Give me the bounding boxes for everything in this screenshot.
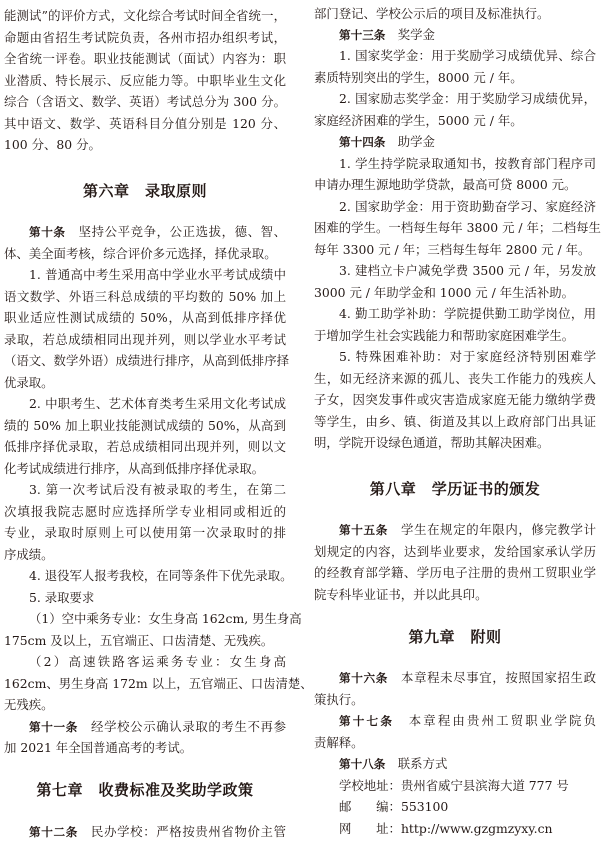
paragraph-line: 100 分、80 分。 (4, 137, 101, 152)
item-5-line: 5. 录取要求 (29, 589, 95, 605)
requirement-2-line: 无残疾。 (4, 697, 54, 712)
item-3-line: 3. 第一次考试后没有被录取的考生，在第二 (29, 482, 286, 497)
grant-4-line: 4. 勤工助学补助：学院提供勤工助学岗位，用 (339, 306, 596, 321)
article-15-line: 第十五条 学生在规定的年限内，修完教学计 (339, 522, 596, 537)
article-18-label: 第十八条 (339, 757, 386, 771)
article-10-line: 第十条 坚持公平竞争，公正选拔，德、智、 (29, 224, 286, 239)
grant-4-line: 于增加学生社会实践能力和帮助家庭困难学生。 (314, 327, 575, 343)
article-16-line: 策执行。 (314, 691, 364, 707)
website: 网 址：http://www.gzgmzyxy.cn (339, 820, 553, 836)
article-17-line: 责解释。 (314, 734, 364, 750)
item-2-line: 低排序择优录取，若总成绩相同出现并列，则以文 (4, 439, 286, 454)
requirement-1-line: （1）空中乘务专业：女生身高 162cm, 男生身高 (29, 611, 302, 626)
item-3-line: 序成绩。 (4, 546, 54, 562)
item-3-line: 专业，录取时原则上可以使用第一次录取时的排 (4, 525, 286, 540)
item-2-line: 绩的 50% 加上职业技能测试成绩的 50%，从高到 (4, 417, 286, 433)
item-1-line: 1. 普通高中考生采用高中学业水平考试成绩中 (29, 267, 286, 282)
item-1-line: 职业适应性测试成绩的 50%，从高到低排序择优 (4, 310, 286, 325)
scholarship-1-line: 素质特别突出的学生，8000 元 / 年。 (314, 69, 523, 85)
article-15-line: 的经教育部学籍、学历电子注册的贵州工贸职业学 (314, 565, 596, 580)
scholarship-2-line: 家庭经济困难的学生，5000 元 / 年。 (314, 112, 523, 128)
article-12-label: 第十二条 (29, 825, 78, 839)
grant-3-line: 3. 建档立卡户减免学费 3500 元 / 年，另发放 (339, 263, 596, 278)
item-1-line: 语文数学、外语三科总成绩的平均数的 50% 加上 (4, 288, 286, 304)
scholarship-1-line: 1. 国家奖学金：用于奖励学习成绩优异、综合 (339, 48, 596, 63)
grant-1-line: 申请办理生源地助学贷款，最高可贷 8000 元。 (314, 177, 577, 192)
article-11-line: 加 2021 年全国普通高考的考试。 (4, 740, 193, 755)
item-2-line: 化考试成绩进行排序，从高到低排序择优录取。 (4, 460, 265, 476)
item-4-line: 4. 退役军人报考我校，在同等条件下优先录取。 (29, 568, 293, 583)
article-17-line: 第十七条 本章程由贵州工贸职业学院负 (339, 713, 596, 728)
article-15-label: 第十五条 (339, 523, 388, 537)
paragraph-line: 业潜质、特长展示、反应能力等。中职毕业生文化 (4, 72, 286, 88)
chapter-8-title: 第八章 学历证书的颁发 (369, 480, 541, 498)
requirement-2-line: （2）高速铁路客运乘务专业：女生身高 (29, 654, 286, 669)
article-12-line-text: 民办学校：严格按贵州省物价主管 (77, 824, 286, 839)
article-10-label: 第十条 (29, 225, 66, 239)
article-15-line: 院专科毕业证书，并以此具印。 (314, 586, 488, 602)
grant-5-line: 等学生，由乡、镇、街道及其以上政府部门出具证 (314, 413, 596, 429)
paragraph-line: 部门登记、学校公示后的项目及标准执行。 (314, 6, 550, 21)
paragraph-line: 全省统一评卷。职业技能测试（面试）内容为：职 (4, 51, 286, 66)
requirement-2-line: 162cm、男生身高 172m 以上，五官端正、口齿清楚、 (4, 675, 313, 691)
grant-1-line: 1. 学生持学院录取通知书，按教育部门程序司 (339, 155, 596, 171)
school-address: 学校地址：贵州省威宁县滨海大道 777 号 (339, 777, 569, 793)
paragraph-line: 其中语文、数学、英语科目分值分别是 120 分、 (4, 115, 286, 131)
item-2-line: 2. 中职考生、艺术体育类考生采用文化考试成 (29, 396, 286, 411)
chapter-9-title: 第九章 附则 (408, 628, 502, 646)
article-11-line (4, 717, 286, 737)
grant-3-line: 3000 元 / 年助学金和 1000 元 / 年生活补助。 (314, 284, 575, 300)
article-11-label: 第十一条 (29, 719, 78, 734)
article-13-line: 第十三条 奖学金 (339, 27, 435, 42)
grant-2-line: 2. 国家助学金：用于资助勤奋学习、家庭经济 (339, 198, 596, 214)
chapter-7-title: 第七章 收费标准及奖助学政策 (36, 781, 254, 799)
article-17-label: 第十七条 (339, 714, 395, 728)
article-11-line-text: 经学校公示确认录取的考生不再参 (77, 718, 286, 734)
scholarship-2-line: 2. 国家励志奖学金：用于奖励学习成绩优异， (339, 91, 596, 106)
article-15-line: 划规定的内容，达到毕业要求，发给国家承认学历 (314, 543, 596, 559)
grant-2-line: 每年 3300 元 / 年；三档每生每年 2800 元 / 年。 (314, 241, 591, 257)
paragraph-line: 命题由省招生考试院负责，各州市招办组织考试， (4, 29, 286, 45)
article-14-line: 第十四条 助学金 (339, 134, 435, 149)
item-1-line: 优录取。 (4, 374, 54, 390)
article-16-line: 第十六条 本章程未尽事宜，按照国家招生政 (339, 670, 596, 685)
article-16-label: 第十六条 (339, 671, 388, 685)
grant-2-line: 困难的学生。一档每生每年 3800 元 / 年；二档每生 (314, 220, 601, 235)
postal-code: 邮 编：553100 (339, 799, 449, 814)
article-13-label: 第十三条 (339, 28, 386, 42)
paragraph-line: 综合（含语文、数学、英语）考试总分为 300 分。 (4, 94, 286, 109)
article-10-line: 体、美全面考核，综合评价多元选择，择优录取。 (4, 245, 277, 261)
article-12-line (4, 822, 286, 842)
requirement-1-line: 175cm 及以上，五官端正、口齿清楚、无残疾。 (4, 632, 274, 648)
item-3-line: 次填报我院志愿时应选择所学专业相同或相近的 (4, 503, 286, 519)
item-1-line: 录取，若总成绩相同出现并列，则以学业水平考试 (4, 331, 286, 347)
chapter-6-title: 第六章 录取原则 (82, 182, 207, 200)
item-1-line: （语文、数学外语）成绩进行排序，从高到低排序择 (4, 353, 289, 368)
article-18-line: 第十八条 联系方式 (339, 756, 448, 771)
grant-5-line: 明，学院开设绿色通道，帮助其解决困难。 (314, 435, 550, 450)
article-14-label: 第十四条 (339, 135, 386, 149)
grant-5-line: 子女，因突发事件或灾害造成家庭无能力缴纳学费 (314, 392, 596, 407)
grant-5-line: 生，如无经济来源的孤儿、丧失工作能力的残疾人 (314, 370, 596, 386)
paragraph-line: 能测试”的评价方式，文化综合考试时间全省统一， (4, 8, 286, 23)
grant-5-line: 5. 特殊困难补助：对于家庭经济特别困难学 (339, 349, 596, 364)
